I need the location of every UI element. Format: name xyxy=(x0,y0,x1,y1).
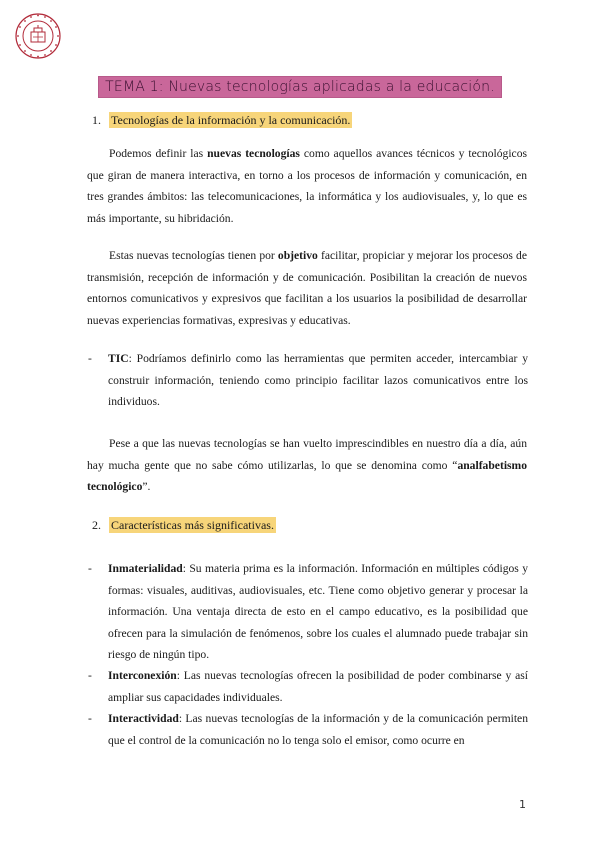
paragraph-text: como aquellos avances técnicos y tecnológicos que giran de manera interactiva, en torno a los procesos de información y comunicación, en tres grandes ámbitos: las telecomunicaciones, la informática y los audiovisuales, y, lo que es más importante, su hibridación. xyxy=(87,147,527,225)
section-number: 1. xyxy=(92,113,101,127)
bullet-dash: - xyxy=(88,352,92,365)
page-number: 1 xyxy=(519,798,526,811)
paragraph-definition xyxy=(87,143,527,229)
paragraph-text: Pese a que las nuevas tecnologías se han vuelto imprescindibles en nuestro día a día, aún hay mucha gente que no sabe cómo utilizarlas, lo que se denomina como “ xyxy=(87,437,527,472)
section-label: Tecnologías de la información y la comunicación. xyxy=(111,113,351,127)
section-number: 2. xyxy=(92,518,101,532)
paragraph-text: Podemos definir las xyxy=(109,147,208,160)
bullet-dash: - xyxy=(88,712,92,725)
bold-term: analfabetismo tecnológico xyxy=(87,458,527,493)
bullet-dash: - xyxy=(88,562,92,575)
title-container xyxy=(0,76,600,98)
bold-term: Interactividad xyxy=(108,712,179,725)
paragraph-text: Estas nuevas tecnologías tienen por xyxy=(109,249,278,262)
bullet-text: : Podríamos definirlo como las herramientas que permiten acceder, intercambiar y construir información, teniendo como principio facilitar lazos comunicativos entre los individuos. xyxy=(108,352,528,408)
university-seal-icon xyxy=(14,12,62,60)
bullet-dash: - xyxy=(88,669,92,682)
bold-term: TIC xyxy=(108,352,129,365)
section-heading-2 xyxy=(92,518,276,533)
paragraph-objective xyxy=(87,245,527,331)
section-heading-1 xyxy=(92,113,352,128)
paragraph-text: facilitar, propiciar y mejorar los procesos de transmisión, recepción de información y de comunicación. Posibilitan la creación de nuevos entornos comunicativos y expresivos que facilitan a los usuarios la posibilidad de desarrollar nuevas experiencias formativas, expresivas y educativas. xyxy=(87,249,527,327)
paragraph-text: ”. xyxy=(142,480,151,493)
bullet-interconexion xyxy=(88,665,528,708)
section-label: Características más significativas. xyxy=(111,518,274,532)
bold-term: nuevas tecnologías xyxy=(207,147,300,160)
bullet-text: : Las nuevas tecnologías de la información y de la comunicación permiten que el control de la comunicación no lo tenga solo el emisor, como ocurre en xyxy=(108,712,528,747)
bold-term: objetivo xyxy=(277,249,318,262)
bold-term: Inmaterialidad xyxy=(108,562,183,575)
bullet-inmaterialidad xyxy=(88,558,528,666)
bullet-interactividad xyxy=(88,708,528,751)
bullet-text: : Las nuevas tecnologías ofrecen la posibilidad de poder combinarse y así ampliar sus capacidades individuales. xyxy=(108,669,528,704)
bold-term: Interconexión xyxy=(108,669,177,682)
bullet-text: : Su materia prima es la información. Información en múltiples códigos y formas: visuales, auditivas, audiovisuales, etc. Tiene como objetivo generar y procesar la información. Una ventaja directa de esto en el campo educativo, es la posibilidad que ofrecen para la simulación de fenómenos, sobre los cuales el alumnado puede trabajar sin riesgo de ningún tipo. xyxy=(108,562,528,661)
paragraph-analfabetismo xyxy=(87,433,527,498)
bullet-tic xyxy=(88,348,528,413)
document-title: TEMA 1: Nuevas tecnologías aplicadas a la educación. xyxy=(98,76,502,98)
